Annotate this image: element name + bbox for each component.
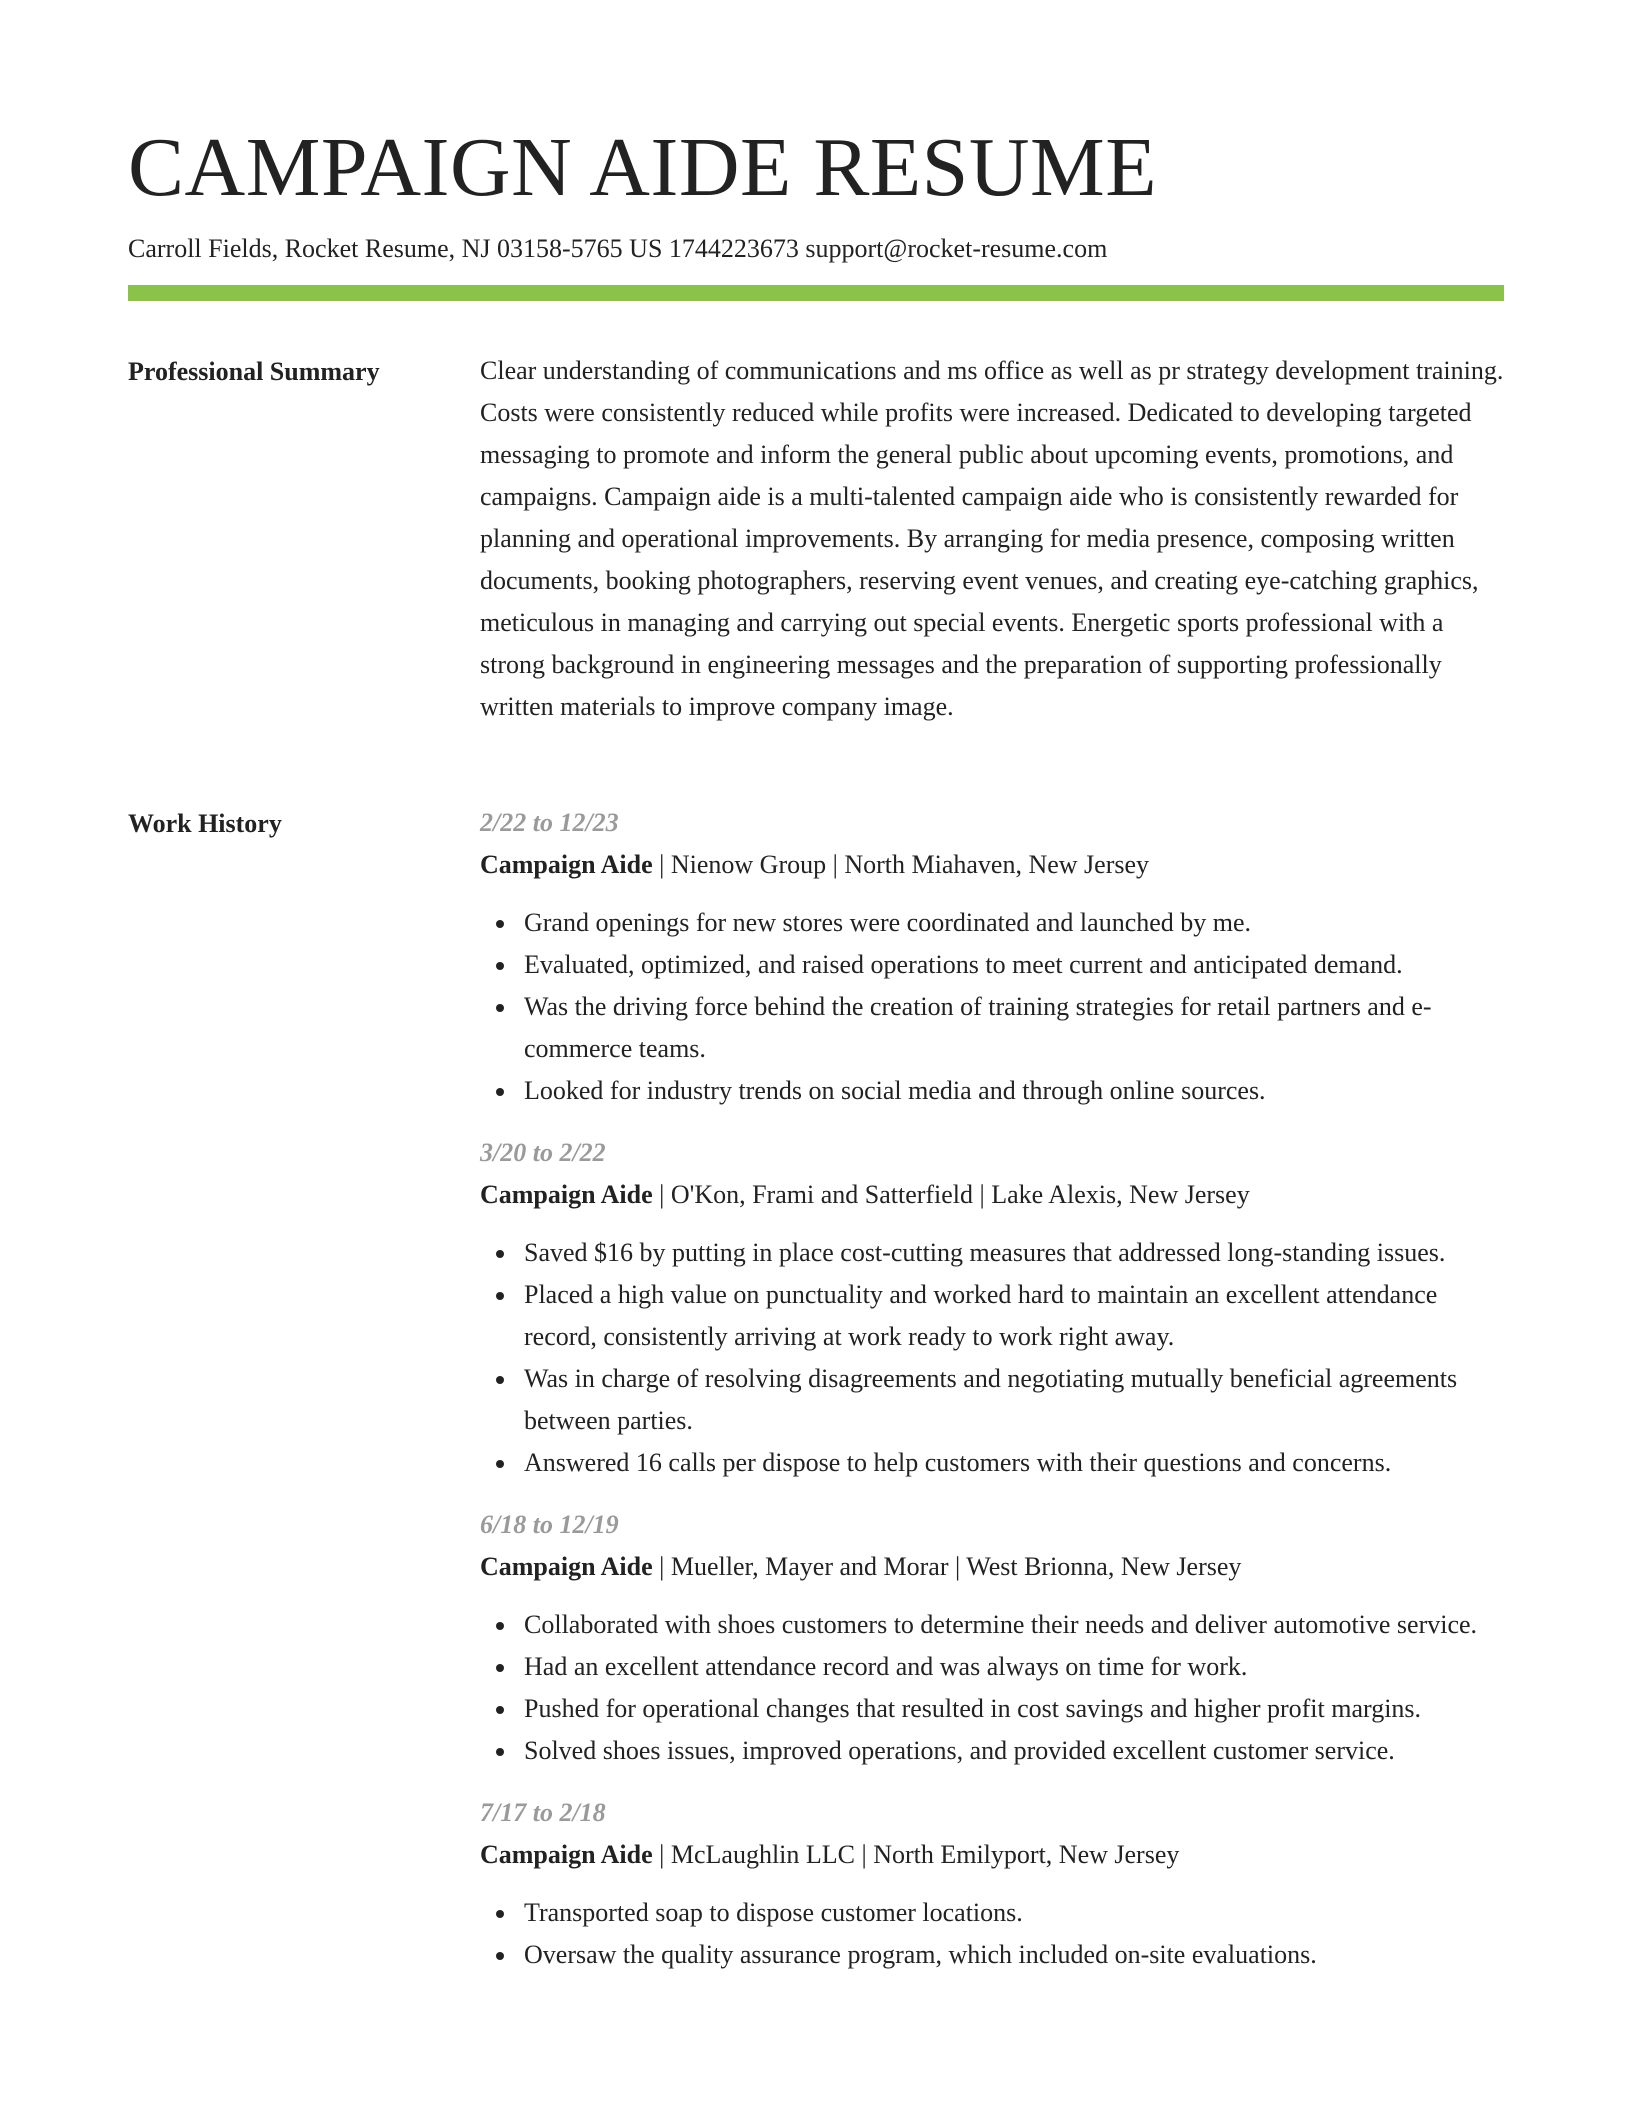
job-bullet-text: Evaluated, optimized, and raised operations to meet current and anticipated demand. [524,950,1403,979]
job-heading [480,1174,1510,1216]
job-bullet [524,1688,1510,1730]
job-title: Campaign Aide [480,1840,653,1869]
job-bullet-list [480,1232,1510,1484]
bullet-dot-icon [496,962,504,970]
job-title: Campaign Aide [480,850,653,879]
job-bullet [524,1730,1510,1772]
job-entry [480,1792,1510,1976]
job-bullet [524,902,1510,944]
bullet-dot-icon [496,1664,504,1672]
job-bullet-text: Saved $16 by putting in place cost-cutting measures that addressed long-standing issues. [524,1238,1446,1267]
bullet-dot-icon [496,1706,504,1714]
job-bullet [524,1232,1510,1274]
job-employer-location: | Mueller, Mayer and Morar | West Brionna, New Jersey [652,1552,1242,1581]
professional-summary-section [480,350,1510,728]
bullet-dot-icon [496,1004,504,1012]
section-label-work-history: Work History [128,809,282,838]
section-label-professional-summary: Professional Summary [128,357,380,386]
job-bullet-text: Answered 16 calls per dispose to help customers with their questions and concerns. [524,1448,1392,1477]
job-dates: 3/20 to 2/22 [480,1138,606,1167]
job-bullet-list [480,1892,1510,1976]
bullet-dot-icon [496,1952,504,1960]
job-bullet-list [480,902,1510,1112]
bullet-dot-icon [496,1460,504,1468]
job-bullet-text: Transported soap to dispose customer locations. [524,1898,1023,1927]
job-bullet-text: Oversaw the quality assurance program, which included on-site evaluations. [524,1940,1317,1969]
job-bullet [524,1442,1510,1484]
contact-line: Carroll Fields, Rocket Resume, NJ 03158-5765 US 1744223673 support@rocket-resume.com [128,234,1108,263]
job-heading [480,1546,1510,1588]
job-bullet-text: Looked for industry trends on social media and through online sources. [524,1076,1266,1105]
job-bullet [524,1646,1510,1688]
job-bullet-list [480,1604,1510,1772]
bullet-dot-icon [496,1622,504,1630]
bullet-dot-icon [496,1088,504,1096]
job-bullet [524,1934,1510,1976]
jobs-list [480,802,1510,1976]
job-entry [480,802,1510,1112]
job-heading [480,1834,1510,1876]
job-bullet [524,1274,1510,1358]
job-title: Campaign Aide [480,1552,653,1581]
resume-title: CAMPAIGN AIDE RESUME [128,121,1158,214]
job-bullet-text: Was the driving force behind the creation of training strategies for retail partners and e-commerce teams. [524,992,1432,1063]
job-employer-location: | O'Kon, Frami and Satterfield | Lake Alexis, New Jersey [652,1180,1250,1209]
job-dates: 7/17 to 2/18 [480,1798,606,1827]
job-bullet [524,1892,1510,1934]
bullet-dot-icon [496,920,504,928]
job-entry [480,1504,1510,1772]
bullet-dot-icon [496,1376,504,1384]
summary-text: Clear understanding of communications and ms office as well as pr strategy development training. Costs were consistently reduced while profits were increased. Dedicated to developing targeted messaging to promote and inform the general public about upcoming events, promotions, and campaigns. Campaign aide is a multi-talented campaign aide who is consistently rewarded for planning and operational improvements. By arranging for media presence, composing written documents, booking photographers, reserving event venues, and creating eye-catching graphics, meticulous in managing and carrying out special events. Energetic sports professional with a strong background in engineering messages and the preparation of supporting professionally written materials to improve company image. [480,356,1504,721]
job-heading [480,844,1510,886]
job-bullet [524,986,1510,1070]
bullet-dot-icon [496,1292,504,1300]
job-bullet [524,944,1510,986]
job-bullet [524,1070,1510,1112]
job-bullet [524,1604,1510,1646]
job-bullet-text: Grand openings for new stores were coordinated and launched by me. [524,908,1252,937]
job-dates: 6/18 to 12/19 [480,1510,619,1539]
bullet-dot-icon [496,1748,504,1756]
job-employer-location: | Nienow Group | North Miahaven, New Jersey [652,850,1150,879]
job-bullet-text: Pushed for operational changes that resulted in cost savings and higher profit margins. [524,1694,1422,1723]
job-bullet-text: Placed a high value on punctuality and worked hard to maintain an excellent attendance record, consistently arriving at work ready to work right away. [524,1280,1438,1351]
accent-divider [128,285,1504,301]
job-bullet-text: Collaborated with shoes customers to determine their needs and deliver automotive service. [524,1610,1478,1639]
job-dates: 2/22 to 12/23 [480,808,619,837]
job-bullet-text: Was in charge of resolving disagreements and negotiating mutually beneficial agreements between parties. [524,1364,1458,1435]
job-entry [480,1132,1510,1484]
job-employer-location: | McLaughlin LLC | North Emilyport, New Jersey [652,1840,1180,1869]
job-bullet-text: Solved shoes issues, improved operations, and provided excellent customer service. [524,1736,1395,1765]
bullet-dot-icon [496,1910,504,1918]
work-history-section [480,802,1510,1996]
job-bullet-text: Had an excellent attendance record and was always on time for work. [524,1652,1248,1681]
job-title: Campaign Aide [480,1180,653,1209]
job-bullet [524,1358,1510,1442]
bullet-dot-icon [496,1250,504,1258]
